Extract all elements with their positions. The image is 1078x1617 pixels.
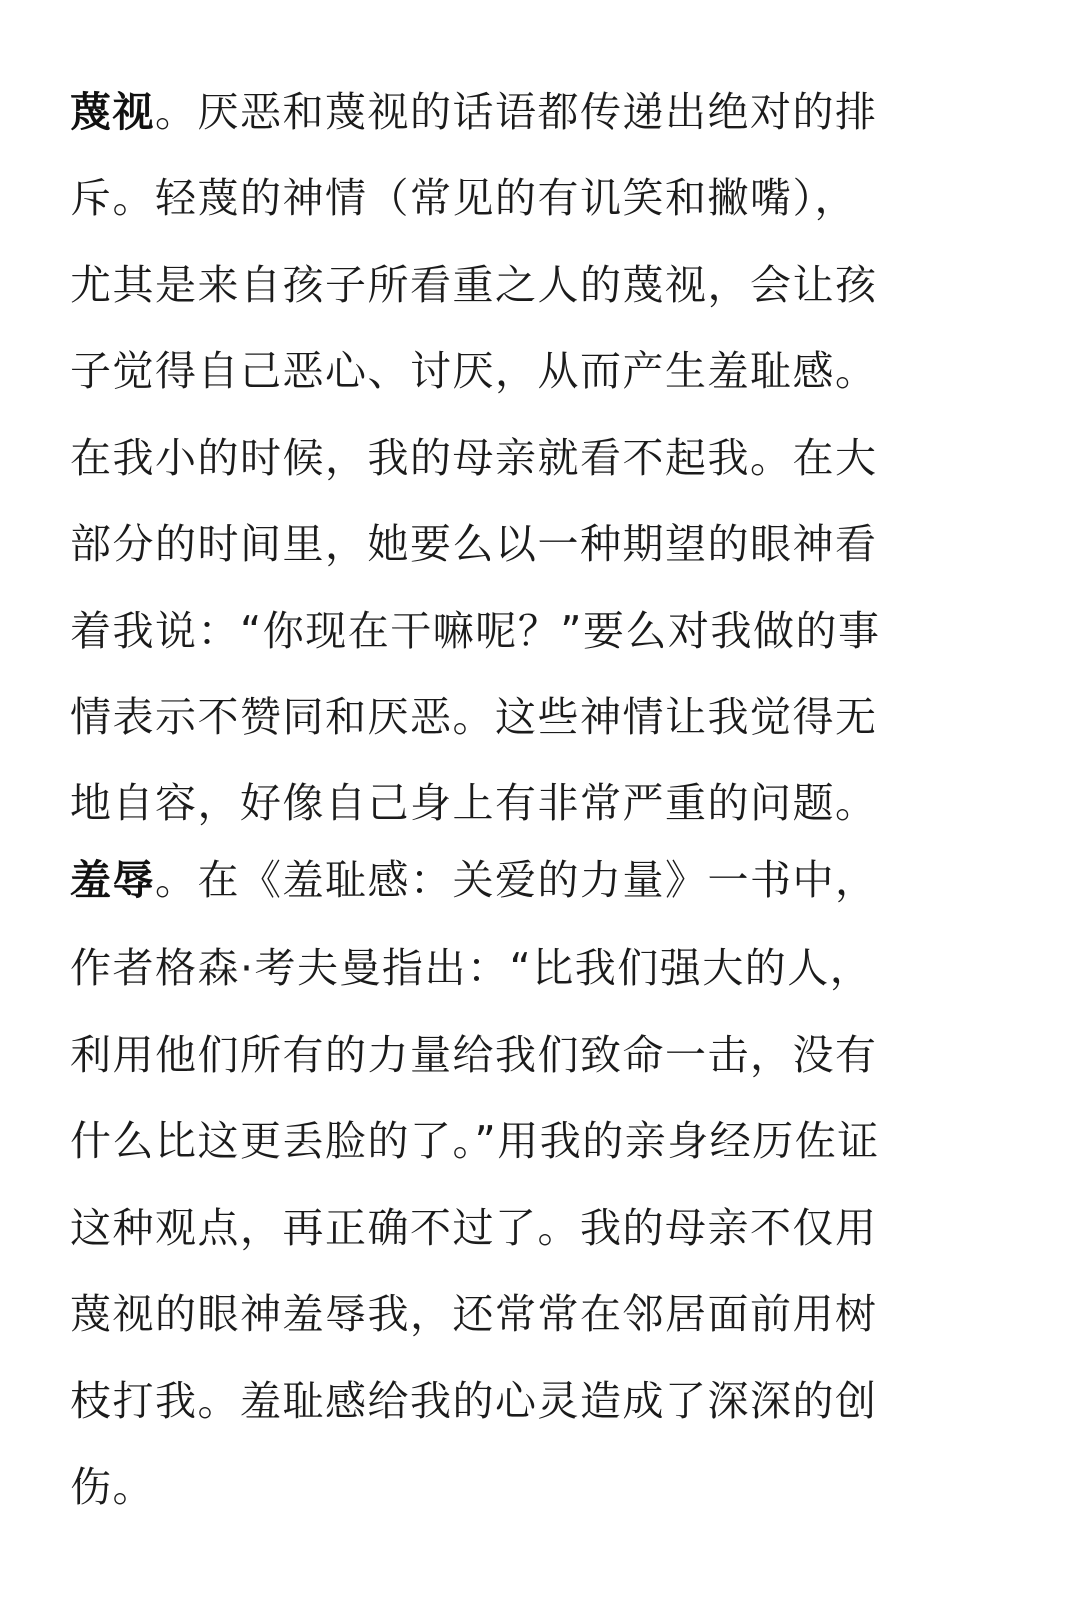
text-line: 斥。轻蔑的神情（常见的有讥笑和撇嘴）， [70,174,857,222]
text-line [70,84,878,140]
text-line: 什么比这更丢脸的了。”用我的亲身经历佐证 [70,1117,880,1165]
text-line: 作者格森·考夫曼指出：“比我们强大的人， [70,944,873,992]
line-text: 。厌恶和蔑视的话语都传递出绝对的排 [155,88,878,136]
text-line: 尤其是来自孩子所看重之人的蔑视，会让孩 [70,261,878,309]
text-line: 伤。 [70,1463,155,1511]
text-line: 利用他们所有的力量给我们致命一击，没有 [70,1031,878,1079]
text-line: 子觉得自己恶心、讨厌，从而产生羞耻感。 [70,347,878,395]
term-heading: 蔑视 [70,88,155,136]
text-line: 着我说：“你现在干嘛呢？”要么对我做的事 [70,607,881,655]
text-line: 情表示不赞同和厌恶。这些神情让我觉得无 [70,693,878,741]
text-line: 枝打我。羞耻感给我的心灵造成了深深的创 [70,1377,878,1425]
text-line: 蔑视的眼神羞辱我，还常常在邻居面前用树 [70,1290,878,1338]
text-line [70,852,878,908]
text-line: 这种观点，再正确不过了。我的母亲不仅用 [70,1204,878,1252]
text-line: 在我小的时候，我的母亲就看不起我。在大 [70,434,878,482]
text-line: 部分的时间里，她要么以一种期望的眼神看 [70,520,878,568]
line-text: 。在《羞耻感：关爱的力量》一书中， [155,856,878,904]
text-line: 地自容，好像自己身上有非常严重的问题。 [70,779,878,827]
term-heading: 羞辱 [70,856,155,904]
